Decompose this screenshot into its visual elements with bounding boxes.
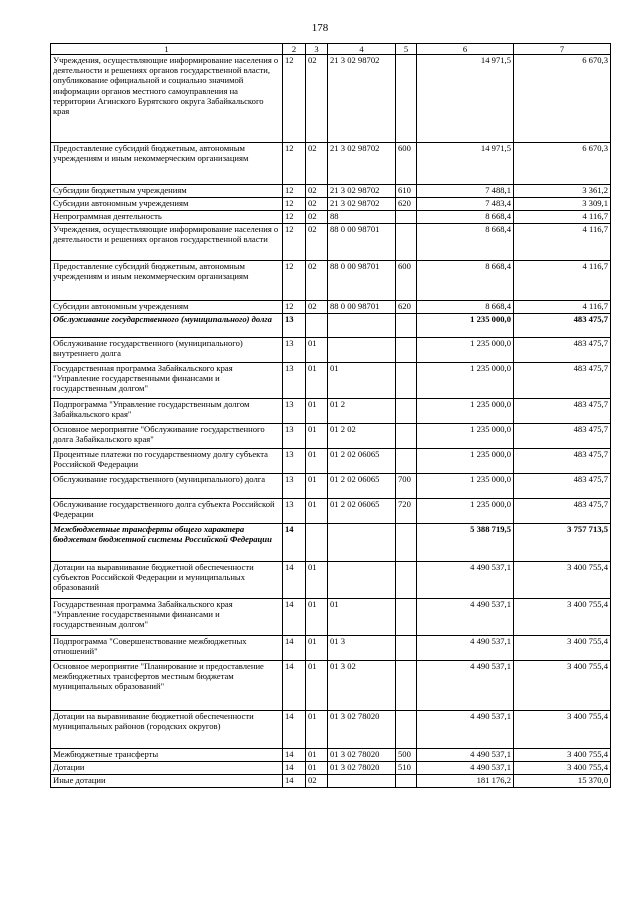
row-section-code: 02 — [306, 143, 328, 185]
row-amount-1: 4 490 537,1 — [417, 661, 514, 711]
row-section-code: 02 — [306, 224, 328, 261]
row-name: Учреждения, осуществляющие информирование населения о деятельности и решениях органов государственной власти, опубликование официальной и социально значимой информации органов местного самоуправления на территории Агинского Бурятского округа Забайкальского края — [51, 55, 283, 143]
table-row — [51, 301, 611, 314]
table-row — [51, 224, 611, 261]
row-ministry-code: 14 — [283, 599, 306, 636]
row-ministry-code: 12 — [283, 211, 306, 224]
row-expense-type: 510 — [396, 762, 417, 775]
row-amount-2: 483 475,7 — [514, 363, 611, 399]
row-ministry-code: 12 — [283, 198, 306, 211]
row-amount-2: 4 116,7 — [514, 224, 611, 261]
row-name: Учреждения, осуществляющие информирование населения о деятельности и решениях органов государственной власти — [51, 224, 283, 261]
row-name: Дотации на выравнивание бюджетной обеспеченности муниципальных районов (городских округов) — [51, 711, 283, 749]
row-ministry-code: 14 — [283, 775, 306, 788]
row-expense-type: 600 — [396, 143, 417, 185]
row-target-code: 01 2 02 06065 — [328, 474, 396, 499]
row-section-code: 02 — [306, 185, 328, 198]
row-section-code: 02 — [306, 198, 328, 211]
table-row — [51, 749, 611, 762]
row-amount-2: 3 400 755,4 — [514, 762, 611, 775]
row-target-code — [328, 775, 396, 788]
table-row — [51, 211, 611, 224]
table-row — [51, 338, 611, 363]
row-name: Субсидии автономным учреждениям — [51, 198, 283, 211]
row-expense-type — [396, 636, 417, 661]
row-name: Процентные платежи по государственному долгу субъекта Российской Федерации — [51, 449, 283, 474]
table-row — [51, 198, 611, 211]
row-expense-type — [396, 399, 417, 424]
row-amount-1: 7 488,1 — [417, 185, 514, 198]
table-row — [51, 562, 611, 599]
row-amount-1: 4 490 537,1 — [417, 711, 514, 749]
table-row — [51, 185, 611, 198]
row-amount-2: 483 475,7 — [514, 424, 611, 449]
row-ministry-code: 12 — [283, 224, 306, 261]
row-amount-2: 3 361,2 — [514, 185, 611, 198]
table-row — [51, 449, 611, 474]
table-row — [51, 261, 611, 301]
row-amount-1: 1 235 000,0 — [417, 474, 514, 499]
row-section-code: 01 — [306, 399, 328, 424]
row-amount-2: 3 757 713,5 — [514, 524, 611, 562]
row-name: Предоставление субсидий бюджетным, автономным учреждениям и иным некоммерческим организациям — [51, 143, 283, 185]
row-amount-1: 4 490 537,1 — [417, 599, 514, 636]
row-amount-2: 483 475,7 — [514, 474, 611, 499]
row-expense-type: 610 — [396, 185, 417, 198]
row-amount-2: 6 670,3 — [514, 55, 611, 143]
row-amount-1: 181 176,2 — [417, 775, 514, 788]
row-target-code — [328, 524, 396, 562]
row-expense-type — [396, 424, 417, 449]
row-amount-1: 14 971,5 — [417, 143, 514, 185]
row-amount-2: 483 475,7 — [514, 338, 611, 363]
row-expense-type — [396, 55, 417, 143]
row-amount-2: 3 400 755,4 — [514, 661, 611, 711]
row-section-code: 02 — [306, 55, 328, 143]
row-amount-2: 3 309,1 — [514, 198, 611, 211]
row-target-code: 01 3 02 78020 — [328, 762, 396, 775]
row-amount-1: 4 490 537,1 — [417, 636, 514, 661]
row-target-code: 88 0 00 98701 — [328, 224, 396, 261]
header-col-4: 4 — [328, 44, 396, 55]
row-amount-1: 5 388 719,5 — [417, 524, 514, 562]
table-body — [51, 55, 611, 788]
row-section-code: 01 — [306, 338, 328, 363]
row-name: Непрограммная деятельность — [51, 211, 283, 224]
row-target-code: 88 — [328, 211, 396, 224]
row-target-code: 88 0 00 98701 — [328, 261, 396, 301]
row-target-code — [328, 314, 396, 338]
row-target-code: 01 — [328, 363, 396, 399]
row-section-code: 01 — [306, 749, 328, 762]
row-expense-type: 720 — [396, 499, 417, 524]
budget-table — [50, 43, 611, 788]
row-amount-1: 1 235 000,0 — [417, 338, 514, 363]
table-row — [51, 711, 611, 749]
row-target-code: 01 3 02 78020 — [328, 711, 396, 749]
row-ministry-code: 13 — [283, 338, 306, 363]
row-amount-1: 8 668,4 — [417, 211, 514, 224]
row-name: Основное мероприятие "Планирование и предоставление межбюджетных трансфертов местным бюджетам муниципальных образований" — [51, 661, 283, 711]
row-amount-2: 4 116,7 — [514, 211, 611, 224]
row-amount-2: 4 116,7 — [514, 301, 611, 314]
row-amount-1: 8 668,4 — [417, 261, 514, 301]
row-section-code — [306, 314, 328, 338]
row-name: Дотации на выравнивание бюджетной обеспеченности субъектов Российской Федерации и муниципальных образований — [51, 562, 283, 599]
row-name: Подпрограмма "Управление государственным долгом Забайкальского края" — [51, 399, 283, 424]
row-target-code: 88 0 00 98701 — [328, 301, 396, 314]
row-amount-2: 6 670,3 — [514, 143, 611, 185]
row-target-code: 01 3 02 78020 — [328, 749, 396, 762]
row-amount-2: 3 400 755,4 — [514, 749, 611, 762]
table-row — [51, 775, 611, 788]
row-name: Основное мероприятие "Обслуживание государственного долга Забайкальского края" — [51, 424, 283, 449]
row-name: Межбюджетные трансферты — [51, 749, 283, 762]
row-amount-2: 483 475,7 — [514, 399, 611, 424]
table-row — [51, 314, 611, 338]
row-expense-type — [396, 211, 417, 224]
row-amount-2: 3 400 755,4 — [514, 599, 611, 636]
row-name: Обслуживание государственного (муниципального) долга — [51, 474, 283, 499]
page-number: 178 — [311, 22, 329, 34]
row-target-code: 01 2 02 — [328, 424, 396, 449]
row-ministry-code: 12 — [283, 301, 306, 314]
row-section-code: 01 — [306, 599, 328, 636]
row-section-code: 02 — [306, 775, 328, 788]
row-ministry-code: 12 — [283, 261, 306, 301]
row-expense-type — [396, 224, 417, 261]
row-expense-type: 620 — [396, 198, 417, 211]
row-section-code: 02 — [306, 211, 328, 224]
header-col-5: 5 — [396, 44, 417, 55]
row-expense-type — [396, 775, 417, 788]
row-ministry-code: 13 — [283, 314, 306, 338]
row-ministry-code: 13 — [283, 449, 306, 474]
row-amount-1: 4 490 537,1 — [417, 749, 514, 762]
table-row — [51, 599, 611, 636]
row-amount-2: 4 116,7 — [514, 261, 611, 301]
row-amount-2: 15 370,0 — [514, 775, 611, 788]
table-row — [51, 399, 611, 424]
table-header-row — [51, 44, 611, 55]
row-section-code: 01 — [306, 661, 328, 711]
row-name: Подпрограмма "Совершенствование межбюджетных отношений" — [51, 636, 283, 661]
row-ministry-code: 14 — [283, 524, 306, 562]
row-section-code — [306, 524, 328, 562]
row-amount-1: 8 668,4 — [417, 224, 514, 261]
row-ministry-code: 14 — [283, 562, 306, 599]
row-amount-2: 3 400 755,4 — [514, 562, 611, 599]
table-row — [51, 499, 611, 524]
table-row — [51, 424, 611, 449]
row-ministry-code: 14 — [283, 749, 306, 762]
row-target-code: 01 2 02 06065 — [328, 449, 396, 474]
row-amount-1: 1 235 000,0 — [417, 363, 514, 399]
row-section-code: 01 — [306, 363, 328, 399]
table-row — [51, 636, 611, 661]
row-expense-type — [396, 599, 417, 636]
row-amount-1: 4 490 537,1 — [417, 562, 514, 599]
row-name: Государственная программа Забайкальского края "Управление государственными финансами и государственным долгом" — [51, 599, 283, 636]
row-name: Дотации — [51, 762, 283, 775]
row-amount-1: 4 490 537,1 — [417, 762, 514, 775]
row-target-code: 01 2 — [328, 399, 396, 424]
table-row — [51, 363, 611, 399]
row-amount-2: 483 475,7 — [514, 499, 611, 524]
row-expense-type — [396, 562, 417, 599]
row-target-code: 01 — [328, 599, 396, 636]
table-row — [51, 524, 611, 562]
row-amount-2: 3 400 755,4 — [514, 636, 611, 661]
row-ministry-code: 13 — [283, 424, 306, 449]
row-expense-type: 700 — [396, 474, 417, 499]
row-amount-1: 1 235 000,0 — [417, 449, 514, 474]
header-col-6: 6 — [417, 44, 514, 55]
table-row — [51, 762, 611, 775]
row-name: Обслуживание государственного (муниципального) долга — [51, 314, 283, 338]
row-expense-type: 620 — [396, 301, 417, 314]
row-section-code: 01 — [306, 424, 328, 449]
row-section-code: 02 — [306, 261, 328, 301]
row-ministry-code: 14 — [283, 762, 306, 775]
row-amount-1: 7 483,4 — [417, 198, 514, 211]
row-ministry-code: 13 — [283, 474, 306, 499]
row-target-code: 21 3 02 98702 — [328, 198, 396, 211]
row-name: Обслуживание государственного (муниципального) внутреннего долга — [51, 338, 283, 363]
row-name: Межбюджетные трансферты общего характера бюджетам бюджетной системы Российской Федерации — [51, 524, 283, 562]
table-row — [51, 661, 611, 711]
header-col-2: 2 — [283, 44, 306, 55]
row-amount-1: 1 235 000,0 — [417, 399, 514, 424]
row-ministry-code: 12 — [283, 185, 306, 198]
row-section-code: 02 — [306, 301, 328, 314]
row-expense-type — [396, 449, 417, 474]
row-ministry-code: 13 — [283, 499, 306, 524]
row-target-code — [328, 338, 396, 363]
row-amount-1: 14 971,5 — [417, 55, 514, 143]
row-amount-2: 483 475,7 — [514, 314, 611, 338]
row-target-code — [328, 562, 396, 599]
row-name: Иные дотации — [51, 775, 283, 788]
row-name: Субсидии бюджетным учреждениям — [51, 185, 283, 198]
row-section-code: 01 — [306, 499, 328, 524]
row-amount-1: 1 235 000,0 — [417, 314, 514, 338]
row-target-code: 01 3 02 — [328, 661, 396, 711]
row-target-code: 01 2 02 06065 — [328, 499, 396, 524]
row-amount-2: 483 475,7 — [514, 449, 611, 474]
row-amount-2: 3 400 755,4 — [514, 711, 611, 749]
row-ministry-code: 12 — [283, 55, 306, 143]
row-expense-type — [396, 338, 417, 363]
row-expense-type — [396, 363, 417, 399]
row-section-code: 01 — [306, 449, 328, 474]
row-name: Субсидии автономным учреждениям — [51, 301, 283, 314]
table-row — [51, 474, 611, 499]
row-section-code: 01 — [306, 474, 328, 499]
row-target-code: 01 3 — [328, 636, 396, 661]
row-expense-type — [396, 711, 417, 749]
row-name: Предоставление субсидий бюджетным, автономным учреждениям и иным некоммерческим организациям — [51, 261, 283, 301]
row-target-code: 21 3 02 98702 — [328, 55, 396, 143]
row-ministry-code: 14 — [283, 711, 306, 749]
row-section-code: 01 — [306, 562, 328, 599]
row-expense-type: 600 — [396, 261, 417, 301]
row-name: Государственная программа Забайкальского края "Управление государственными финансами и государственным долгом" — [51, 363, 283, 399]
table-row — [51, 55, 611, 143]
row-amount-1: 1 235 000,0 — [417, 424, 514, 449]
row-amount-1: 8 668,4 — [417, 301, 514, 314]
table-row — [51, 143, 611, 185]
row-name: Обслуживание государственного долга субъекта Российской Федерации — [51, 499, 283, 524]
row-ministry-code: 14 — [283, 661, 306, 711]
row-ministry-code: 12 — [283, 143, 306, 185]
row-ministry-code: 13 — [283, 399, 306, 424]
row-section-code: 01 — [306, 711, 328, 749]
row-ministry-code: 13 — [283, 363, 306, 399]
row-amount-1: 1 235 000,0 — [417, 499, 514, 524]
row-ministry-code: 14 — [283, 636, 306, 661]
header-col-1: 1 — [51, 44, 283, 55]
row-target-code: 21 3 02 98702 — [328, 143, 396, 185]
row-expense-type — [396, 314, 417, 338]
row-section-code: 01 — [306, 762, 328, 775]
row-expense-type — [396, 661, 417, 711]
header-col-7: 7 — [514, 44, 611, 55]
row-expense-type: 500 — [396, 749, 417, 762]
row-target-code: 21 3 02 98702 — [328, 185, 396, 198]
header-col-3: 3 — [306, 44, 328, 55]
row-expense-type — [396, 524, 417, 562]
row-section-code: 01 — [306, 636, 328, 661]
